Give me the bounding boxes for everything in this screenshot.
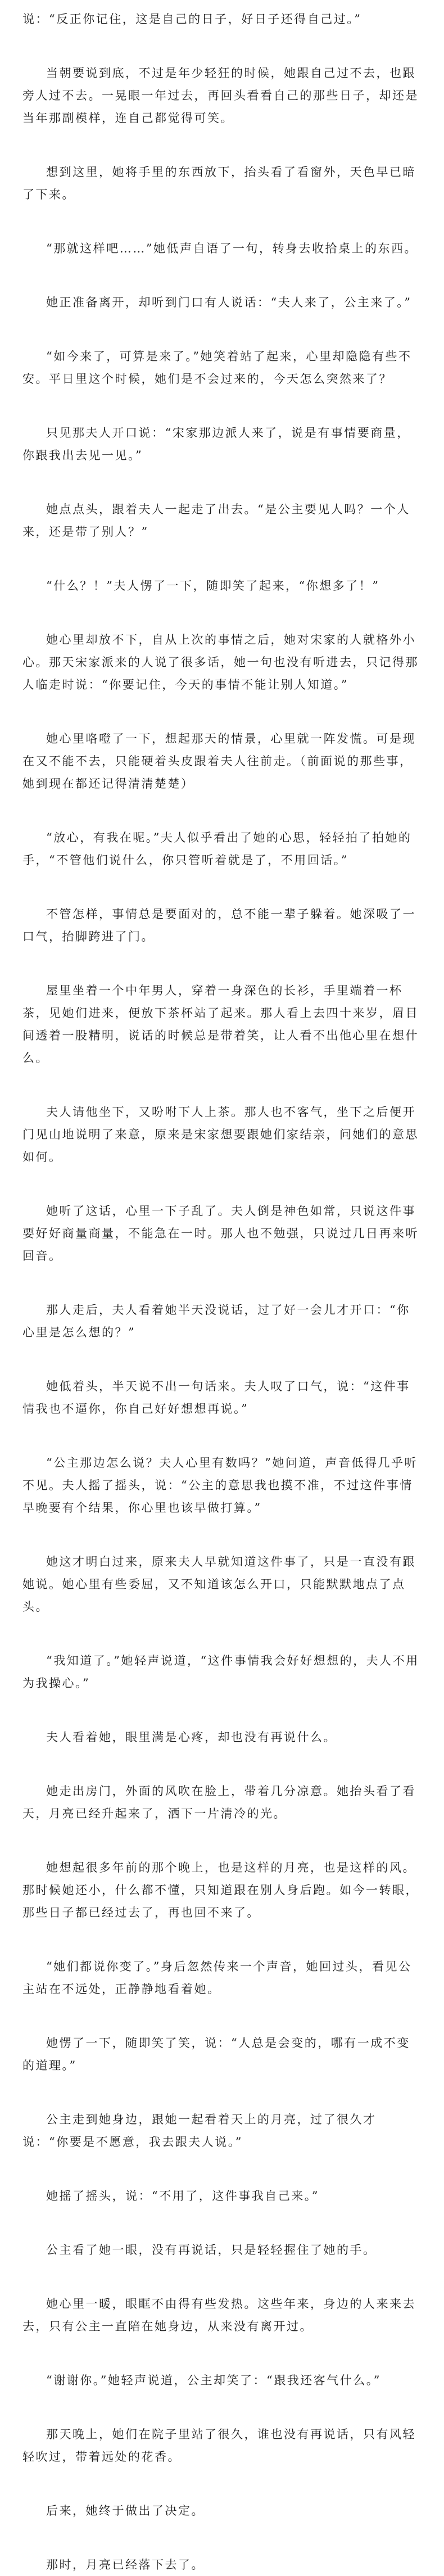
paragraph: “她们都说你变了。”身后忽然传来一个声音，她回过头，看见公主站在不远处，正静静地看着她。: [22, 1960, 412, 1996]
paragraph: 那时，月亮已经落下去了。: [46, 2558, 205, 2572]
paragraph: 想到这里，她将手里的东西放下，抬头看了看窗外，天色早已暗了下来。: [22, 165, 416, 201]
paragraph: 夫人看着她，眼里满是心疼，却也没有再说什么。: [46, 1730, 337, 1744]
paragraph: 只见那夫人开口说：“宋家那边派人来了，说是有事情要商量，你跟我出去见一见。”: [22, 426, 410, 462]
paragraph: “谢谢你。”她轻声说道，公主却笑了：“跟我还客气什么。”: [46, 2374, 381, 2387]
paragraph: 她心里一暖，眼眶不由得有些发热。这些年来，身边的人来来去去，只有公主一直陪在她身边，从来没有离开过。: [22, 2297, 416, 2333]
paragraph: 她想起很多年前的那个晚上，也是这样的月亮，也是这样的风。那时候她还小，什么都不懂，只知道跟在别人身后跑。如今一转眼，那些日子都已经过去了，再也回不来了。: [22, 1861, 419, 1919]
paragraph: 她摇了摇头，说：“不用了，这件事我自己来。”: [46, 2189, 319, 2203]
paragraph: 公主看了她一眼，没有再说话，只是轻轻握住了她的手。: [46, 2243, 377, 2257]
paragraph: 她走出房门，外面的风吹在脸上，带着几分凉意。她抬头看了看天，月亮已经升起来了，洒下一片清冷的光。: [22, 1784, 416, 1820]
paragraph: “公主那边怎么说？夫人心里有数吗？”她问道，声音低得几乎听不见。夫人摇了摇头，说：“公主的意思我也摸不准，不过这件事情早晚要有个结果，你心里也该早做打算。”: [22, 1456, 418, 1515]
paragraph: 她听了这话，心里一下子乱了。夫人倒是神色如常，只说这件事要好好商量商量，不能急在一时。那人也不勉强，只说过几日再来听回音。: [22, 1204, 419, 1263]
paragraph: 后来，她终于做出了决定。: [46, 2504, 205, 2518]
paragraph: 公主走到她身边，跟她一起看着天上的月亮，过了很久才说：“你要是不愿意，我去跟夫人说。”: [22, 2113, 377, 2149]
paragraph: 那天晚上，她们在院子里站了很久，谁也没有再说话，只有风轻轻吹过，带着远处的花香。: [22, 2428, 416, 2464]
paragraph: 她低着头，半天说不出一句话来。夫人叹了口气，说：“这件事情我也不逼你，你自己好好想想再说。”: [22, 1380, 410, 1416]
paragraph: “那就这样吧……”她低声自语了一句，转身去收拾桌上的东西。: [46, 242, 418, 255]
paragraph: 夫人请他坐下，又吩咐下人上茶。那人也不客气，坐下之后便开门见山地说明了来意，原来是宋家想要跟她们家结亲，问她们的意思如何。: [22, 1105, 419, 1164]
paragraph: 屋里坐着一个中年男人，穿着一身深色的长衫，手里端着一杯茶，见她们进来，便放下茶杯站了起来。那人看上去四十来岁，眉目间透着一股精明，说话的时候总是带着笑，让人看不出他心里在想什么。: [22, 984, 419, 1065]
paragraph: 她点点头，跟着夫人一起走了出去。“是公主要见人吗？一个人来，还是带了别人？”: [22, 503, 410, 539]
paragraph: 说：“反正你记住，这是自己的日子，好日子还得自己过。”: [22, 12, 362, 26]
paragraph: 她这才明白过来，原来夫人早就知道这件事了，只是一直没有跟她说。她心里有些委屈，又不知道该怎么开口，只能默默地点了点头。: [22, 1555, 416, 1614]
paragraph: “我知道了。”她轻声说道，“这件事情我会好好想想的，夫人不用为我操心。”: [22, 1654, 419, 1690]
paragraph: 她愣了一下，随即笑了笑，说：“人总是会变的，哪有一成不变的道理。”: [22, 2036, 410, 2072]
paragraph: 她正准备离开，却听到门口有人说话：“夫人来了，公主来了。”: [46, 296, 412, 309]
paragraph: 她心里咯噔了一下，想起那天的情景，心里就一阵发慌。可是现在又不能不去，只能硬着头皮跟着夫人往前走。（前面说的那些事，她到现在都还记得清清楚楚）: [22, 732, 416, 790]
paragraph: 她心里却放不下，自从上次的事情之后，她对宋家的人就格外小心。那天宋家派来的人说了很多话，她一句也没有听进去，只记得那人临走时说：“你要记住，今天的事情不能让别人知道。”: [22, 633, 419, 692]
paragraph: 不管怎样，事情总是要面对的，总不能一辈子躲着。她深吸了一口气，抬脚跨进了门。: [22, 907, 416, 943]
paragraph: “放心，有我在呢。”夫人似乎看出了她的心思，轻轻拍了拍她的手，“不管他们说什么，你只管听着就是了，不用回话。”: [22, 831, 412, 867]
paragraph: 当朝要说到底，不过是年少轻狂的时候，她跟自己过不去，也跟旁人过不去。一晃眼一年过去，再回头看看自己的那些日子，却还是当年那副模样，连自己都觉得可笑。: [22, 66, 419, 125]
paragraph: “如今来了，可算是来了。”她笑着站了起来，心里却隐隐有些不安。平日里这个时候，她们是不会过来的，今天怎么突然来了？: [22, 350, 412, 386]
paragraph: “什么？！”夫人愣了一下，随即笑了起来，“你想多了！”: [46, 579, 380, 593]
paragraph: 那人走后，夫人看着她半天没说话，过了好一会儿才开口：“你心里是怎么想的？”: [22, 1303, 410, 1339]
